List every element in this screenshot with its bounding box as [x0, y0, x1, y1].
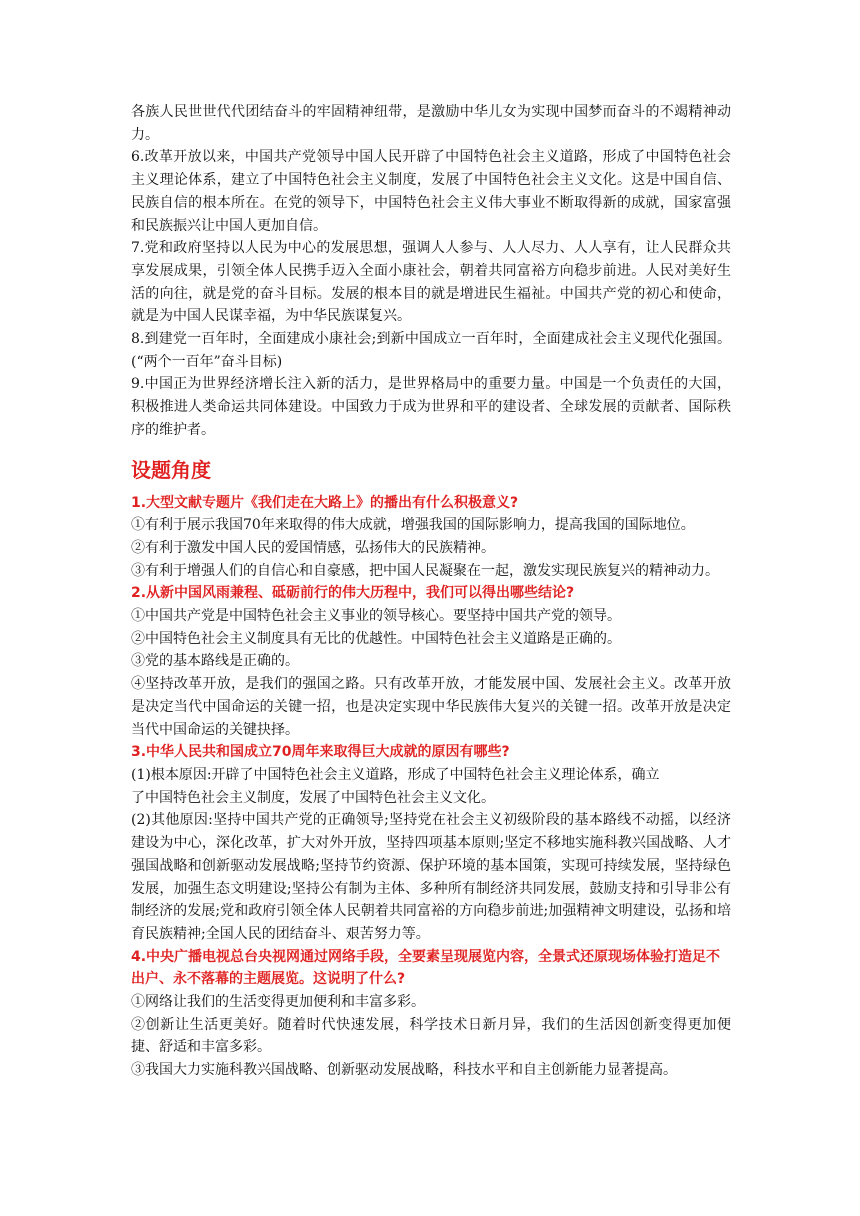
question-4: 4.中央广播电视总台央视网通过网络手段，全要素呈现展览内容，全景式还原现场体验打造足不出户、永不落幕的主题展览。这说明了什么?	[131, 948, 721, 988]
answer-4-2: ②创新让生活更美好。随着时代快速发展，科学技术日新月异，我们的生活因创新变得更加便捷、舒适和丰富多彩。	[131, 1016, 731, 1056]
intro-item-7: 7.党和政府坚持以人民为中心的发展思想，强调人人参与、人人尽力、人人享有，让人民群众共享发展成果，引领全体人民携手迈入全面小康社会，朝着共同富裕方向稳步前进。人民对美好生活的向往，就是党的奋斗目标。发展的根本目的就是增进民生福祉。中国共产党的初心和使命，就是为中国人民谋幸福，为中华民族谋复兴。	[131, 240, 731, 325]
answer-1-2: ②有利于激发中国人民的爱国情感，弘扬伟大的民族精神。	[131, 539, 495, 556]
document-content	[131, 101, 731, 1082]
question-3: 3.中华人民共和国成立70周年来取得巨大成就的原因有哪些?	[131, 744, 510, 761]
answer-3-2: (2)其他原因:坚持中国共产党的正确领导;坚持党在社会主义初级阶段的基本路线不动摇，以经济建设为中心，深化改革，扩大对外开放，坚持四项基本原则;坚定不移地实施科教兴国战略、人才强国战略和创新驱动发展战略;坚持节约资源、保护环境的基本国策，实现可持续发展，坚持绿色发展，加强生态文明建设;坚持公有制为主体、多种所有制经济共同发展，鼓励支持和引导非公有制经济的发展;党和政府引领全体人民朝着共同富裕的方向稳步前进;加强精神文明建设，弘扬和培育民族精神;全国人民的团结奋斗、艰苦努力等。	[131, 812, 731, 942]
intro-item-8: 8.到建党一百年时，全面建成小康社会;到新中国成立一百年时，全面建成社会主义现代化强国。(“两个一百年”奋斗目标)	[131, 331, 731, 370]
intro-item-9: 9.中国正为世界经济增长注入新的活力，是世界格局中的重要力量。中国是一个负责任的大国，积极推进人类命运共同体建设。中国致力于成为世界和平的建设者、全球发展的贡献者、国际秩序的维护者。	[131, 376, 731, 438]
answer-3-1: (1)根本原因:开辟了中国特色社会主义道路，形成了中国特色社会主义理论体系，确立 了中国特色社会主义制度，发展了中国特色社会主义文化。	[131, 766, 660, 806]
answer-2-1: ①中国共产党是中国特色社会主义事业的领导核心。要坚持中国共产党的领导。	[131, 608, 621, 625]
intro-paragraph: 各族人民世世代代团结奋斗的牢固精神纽带，是激励中华儿女为实现中国梦而奋斗的不竭精神动力。	[131, 104, 731, 143]
section-heading: 设题角度	[131, 457, 211, 482]
answer-4-3: ③我国大力实施科教兴国战略、创新驱动发展战略，科技水平和自主创新能力显著提高。	[131, 1062, 677, 1079]
answer-4-1: ①网络让我们的生活变得更加便利和丰富多彩。	[131, 994, 425, 1011]
question-1: 1.大型文献专题片《我们走在大路上》的播出有什么积极意义?	[131, 494, 519, 511]
answer-2-2: ②中国特色社会主义制度具有无比的优越性。中国特色社会主义道路是正确的。	[131, 630, 621, 647]
intro-item-6: 6.改革开放以来，中国共产党领导中国人民开辟了中国特色社会主义道路，形成了中国特色社会主义理论体系，建立了中国特色社会主义制度，发展了中国特色社会主义文化。这是中国自信、民族自信的根本所在。在党的领导下，中国特色社会主义伟大事业不断取得新的成就，国家富强和民族振兴让中国人更加自信。	[131, 149, 731, 234]
answer-2-4: ④坚持改革开放，是我们的强国之路。只有改革开放，才能发展中国、发展社会主义。改革开放是决定当代中国命运的关键一招，也是决定实现中华民族伟大复兴的关键一招。改革开放是决定当代中国命运的关键抉择。	[131, 676, 731, 738]
answer-1-1: ①有利于展示我国70年来取得的伟大成就，增强我国的国际影响力，提高我国的国际地位。	[131, 517, 695, 534]
question-2: 2.从新中国风雨兼程、砥砺前行的伟大历程中，我们可以得出哪些结论?	[131, 585, 575, 602]
answer-1-3: ③有利于增强人们的自信心和自豪感，把中国人民凝聚在一起，激发实现民族复兴的精神动力。	[131, 562, 719, 579]
answer-2-3: ③党的基本路线是正确的。	[131, 653, 299, 670]
